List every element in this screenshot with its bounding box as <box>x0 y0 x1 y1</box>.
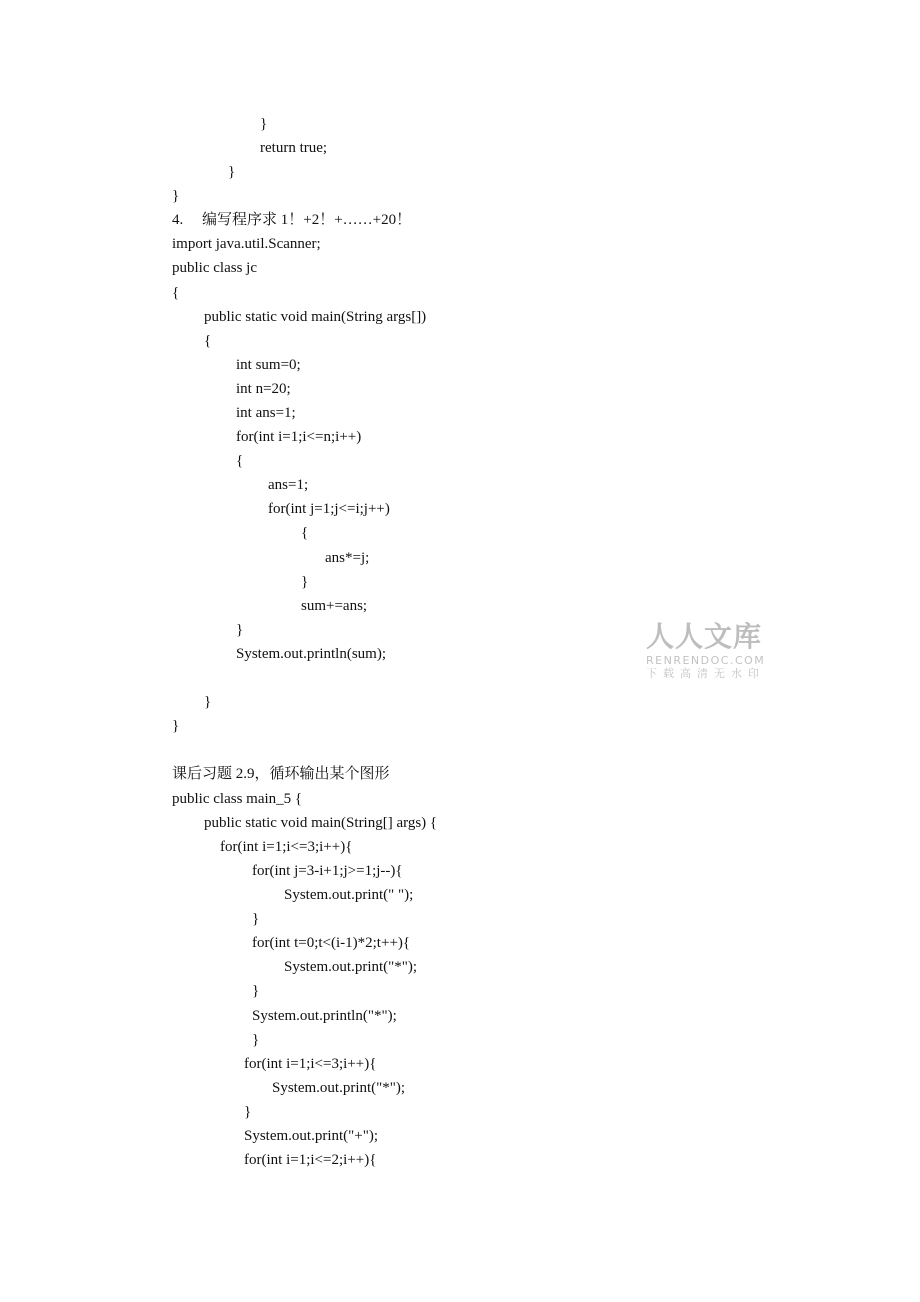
code-line: for(int j=3-i+1;j>=1;j--){ <box>252 863 403 879</box>
code-line: } <box>252 1032 260 1048</box>
code-line: System.out.print("*"); <box>272 1080 406 1096</box>
code-line: { <box>301 525 309 541</box>
watermark-domain: RENRENDOC.COM <box>646 654 766 667</box>
watermark-title: 人人文库 <box>646 620 763 653</box>
code-line: int sum=0; <box>236 357 301 373</box>
code-line: System.out.print(" "); <box>284 887 414 903</box>
code-line: int n=20; <box>236 381 291 397</box>
code-line: for(int i=1;i<=3;i++){ <box>244 1056 377 1072</box>
code-line: } <box>260 116 268 132</box>
section-heading: 4. 编写程序求 1！+2！+……+20！ <box>172 212 412 228</box>
code-line: } <box>252 911 260 927</box>
code-line: return true; <box>260 140 328 156</box>
code-line: public class jc <box>172 260 257 276</box>
code-line: for(int j=1;j<=i;j++) <box>268 501 390 517</box>
code-line: } <box>252 983 260 999</box>
code-line: System.out.println(sum); <box>236 646 386 662</box>
code-line: System.out.print("*"); <box>284 959 418 975</box>
code-line: } <box>244 1104 252 1120</box>
code-line: public static void main(String[] args) { <box>204 815 438 831</box>
code-line: int ans=1; <box>236 405 296 421</box>
code-line: } <box>172 718 180 734</box>
watermark-slogan: 下载高清无水印 <box>646 667 765 680</box>
code-line: public static void main(String args[]) <box>204 309 427 325</box>
code-line: } <box>236 622 244 638</box>
code-line: for(int i=1;i<=3;i++){ <box>220 839 353 855</box>
code-line: } <box>301 574 309 590</box>
code-line: sum+=ans; <box>301 598 368 614</box>
code-line: { <box>204 333 212 349</box>
code-line: ans=1; <box>268 477 309 493</box>
code-line: for(int t=0;t<(i-1)*2;t++){ <box>252 935 411 951</box>
code-line: { <box>172 285 180 301</box>
code-line: public class main_5 { <box>172 791 303 807</box>
code-line: } <box>172 188 180 204</box>
code-line: } <box>228 164 236 180</box>
code-line: System.out.print("+"); <box>244 1128 379 1144</box>
code-line: for(int i=1;i<=2;i++){ <box>244 1152 377 1168</box>
code-line: for(int i=1;i<=n;i++) <box>236 429 362 445</box>
watermark-logo <box>646 620 776 681</box>
code-line: System.out.println("*"); <box>252 1008 397 1024</box>
section-heading: 课后习题 2.9，循环输出某个图形 <box>172 766 390 782</box>
code-line: import java.util.Scanner; <box>172 236 321 252</box>
code-line: ans*=j; <box>325 550 370 566</box>
code-line: } <box>204 694 212 710</box>
code-line: { <box>236 453 244 469</box>
